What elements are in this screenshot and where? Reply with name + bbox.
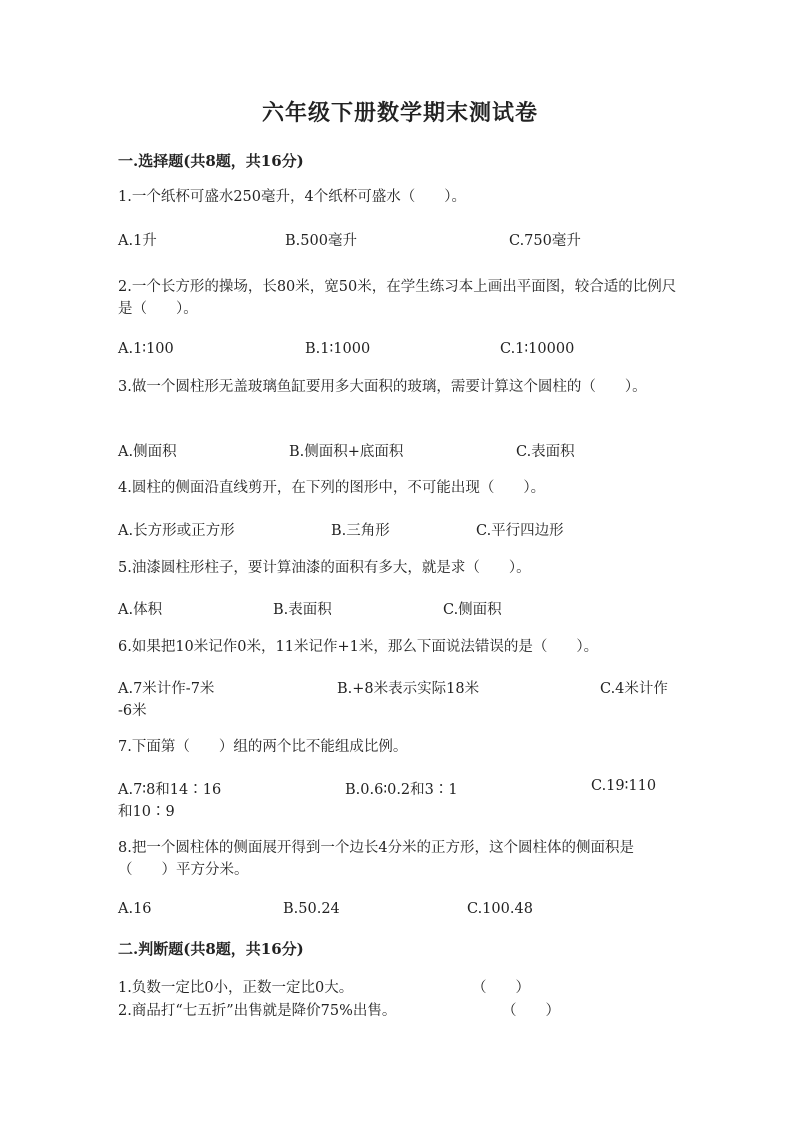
question-8: 8.把一个圆柱体的侧面展开得到一个边长4分米的正方形，这个圆柱体的侧面积是（ ）平方分米。 [118, 840, 635, 878]
judge-item-1-answer-blank[interactable]: （ ） [472, 980, 530, 996]
question-4: 4.圆柱的侧面沿直线剪开，在下列的图形中，不可能出现（ ）。 [118, 480, 546, 496]
q2-option-b: B.1∶1000 [305, 341, 371, 357]
section-heading-choice: 一.选择题(共8题，共16分) [118, 152, 304, 170]
q5-option-b: B.表面积 [273, 602, 332, 618]
section-heading-judge: 二.判断题(共8题，共16分) [118, 940, 304, 958]
q7-option-c-continued: 和10∶9 [118, 804, 175, 820]
q5-option-c: C.侧面积 [443, 602, 502, 618]
question-5: 5.油漆圆柱形柱子，要计算油漆的面积有多大，就是求（ ）。 [118, 560, 531, 576]
question-6: 6.如果把10米记作0米，11米记作+1米，那么下面说法错误的是（ ）。 [118, 639, 599, 655]
q7-option-b: B.0.6∶0.2和3∶1 [345, 782, 458, 798]
q6-option-b: B.+8米表示实际18米 [337, 681, 480, 697]
question-1: 1.一个纸杯可盛水250毫升，4个纸杯可盛水（ ）。 [118, 189, 466, 205]
judge-item-2-answer-blank[interactable]: （ ） [502, 1003, 560, 1019]
q8-option-a: A.16 [118, 901, 152, 917]
q2-option-a: A.1∶100 [118, 341, 174, 357]
q3-option-b: B.侧面积+底面积 [289, 444, 404, 460]
q5-option-a: A.体积 [118, 602, 163, 618]
q7-option-a: A.7∶8和14∶16 [118, 782, 222, 798]
question-2: 2.一个长方形的操场，长80米，宽50米，在学生练习本上画出平面图，较合适的比例尺是（ ）。 [118, 279, 677, 317]
q4-option-b: B.三角形 [331, 523, 390, 539]
judge-item-2: 2.商品打“七五折”出售就是降价75%出售。 [118, 1003, 397, 1019]
q3-option-a: A.侧面积 [118, 444, 177, 460]
question-3: 3.做一个圆柱形无盖玻璃鱼缸要用多大面积的玻璃，需要计算这个圆柱的（ ）。 [118, 379, 647, 395]
q4-option-c: C.平行四边形 [476, 523, 564, 539]
q6-option-c: C.4米计作 [600, 681, 668, 697]
question-7: 7.下面第（ ）组的两个比不能组成比例。 [118, 739, 408, 755]
q1-option-b: B.500毫升 [285, 233, 357, 249]
q6-option-a: A.7米计作-7米 [118, 681, 215, 697]
q2-option-c: C.1∶10000 [500, 341, 575, 357]
page-title: 六年级下册数学期末测试卷 [261, 100, 538, 126]
q8-option-b: B.50.24 [283, 901, 340, 917]
q7-option-c: C.19∶110 [591, 778, 657, 794]
q1-option-c: C.750毫升 [509, 233, 581, 249]
q4-option-a: A.长方形或正方形 [118, 523, 235, 539]
judge-item-1: 1.负数一定比0小，正数一定比0大。 [118, 980, 354, 996]
q8-option-c: C.100.48 [467, 901, 533, 917]
q3-option-c: C.表面积 [516, 444, 575, 460]
q1-option-a: A.1升 [118, 233, 157, 249]
q6-option-c-continued: -6米 [118, 703, 147, 719]
